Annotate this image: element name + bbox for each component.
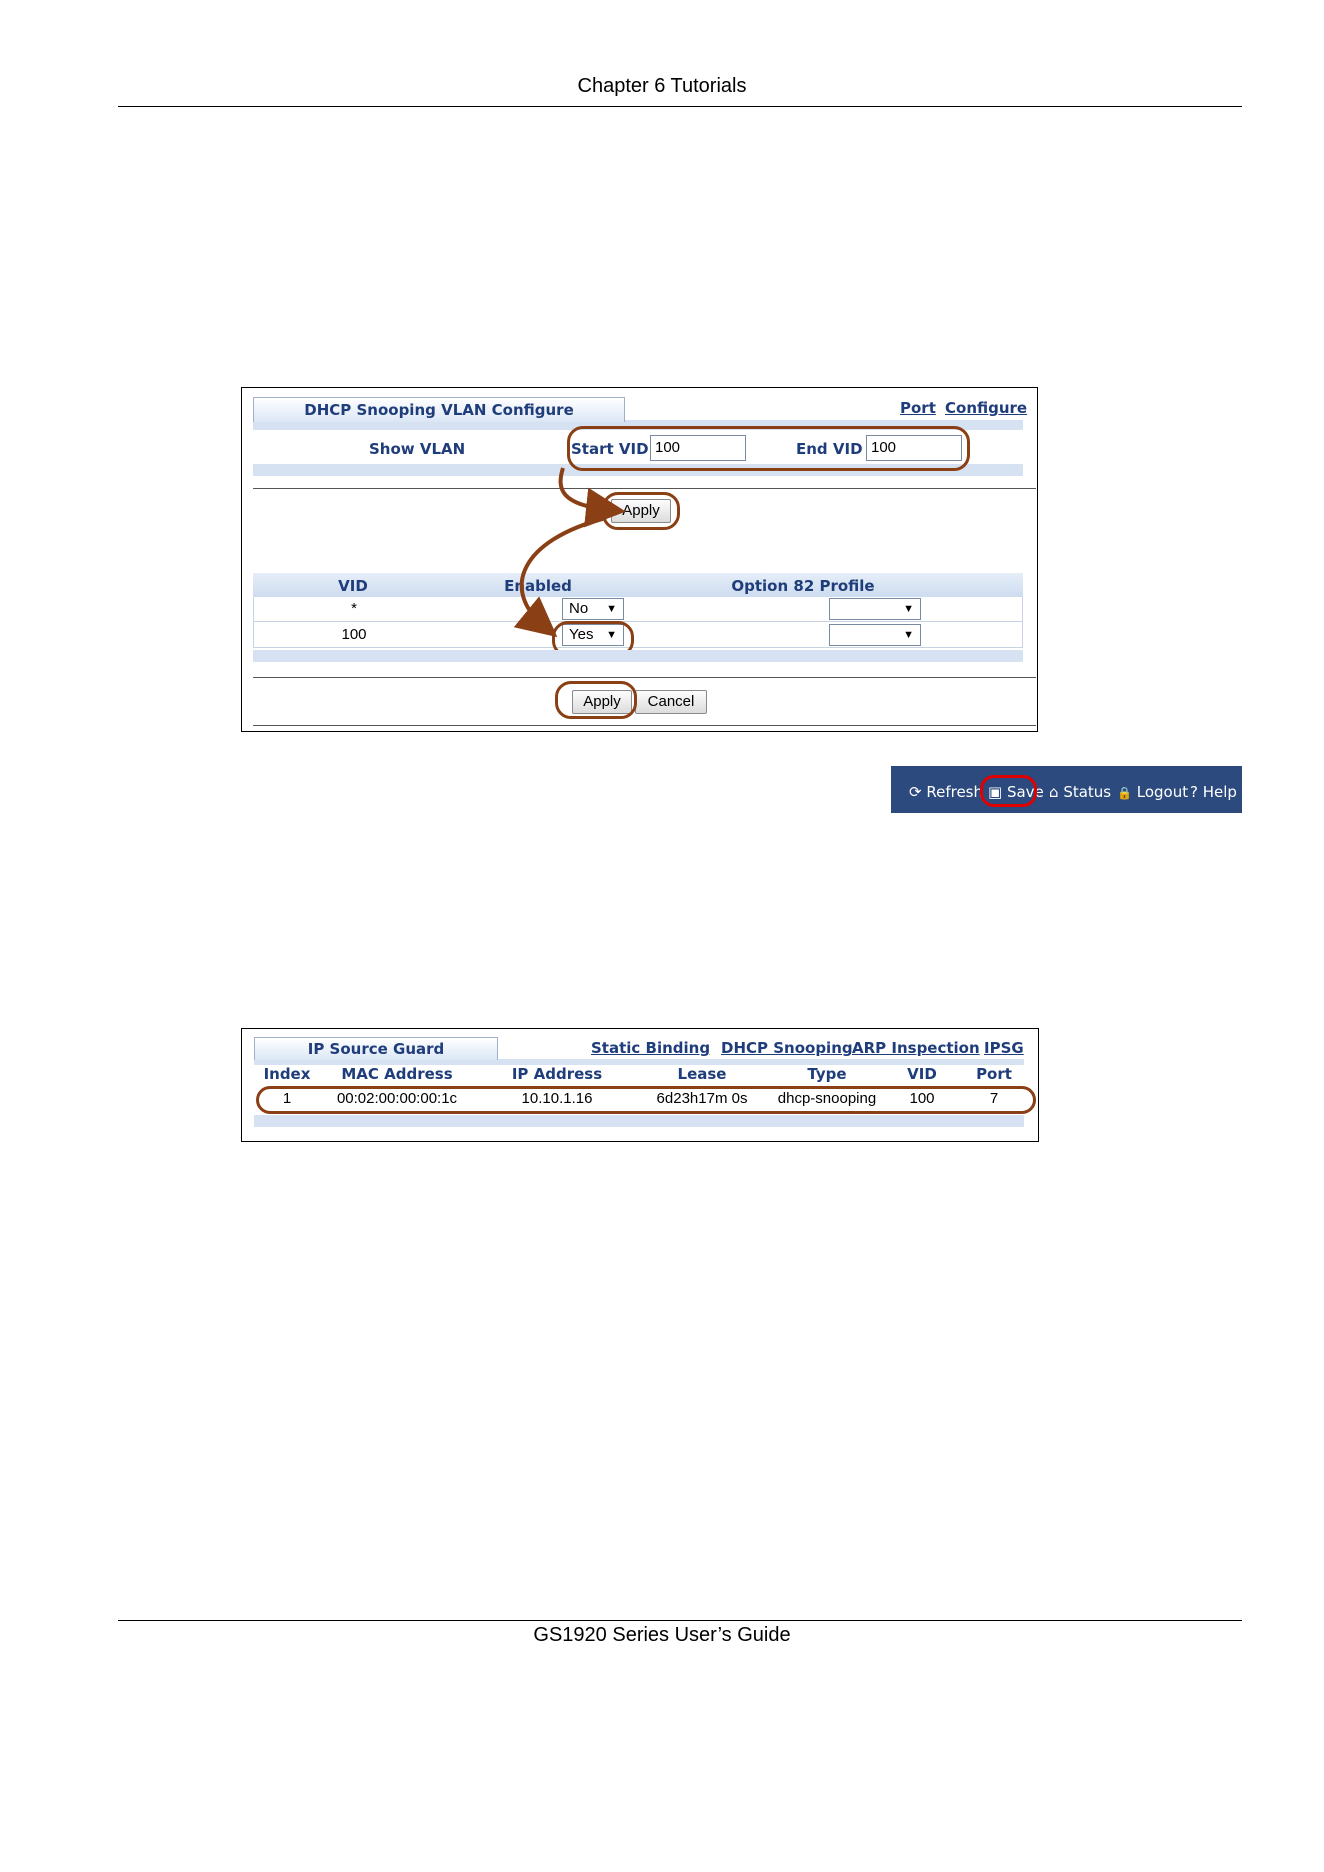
nav-logout-label: Logout [1136, 783, 1189, 801]
apply-button-top[interactable]: Apply [611, 499, 671, 523]
chevron-down-icon: ▼ [903, 603, 914, 615]
link-ipsg[interactable]: IPSG [984, 1039, 1024, 1057]
cell-lease: 6d23h17m 0s [656, 1090, 748, 1107]
cell-ip-address: 10.10.1.16 [521, 1090, 593, 1107]
page-footer: GS1920 Series User’s Guide [533, 1624, 791, 1646]
highlight-save [980, 775, 1037, 807]
cell-index: 1 [282, 1090, 292, 1107]
chevron-down-icon: ▼ [606, 603, 617, 615]
ip-source-guard-panel [241, 1028, 1039, 1142]
nav-refresh-label: Refresh [926, 783, 984, 801]
link-port[interactable]: Port [900, 399, 936, 417]
show-vlan-label: Show VLAN [369, 440, 466, 458]
cell-vid: 100 [341, 626, 367, 643]
col-option82-profile: Option 82 Profile [731, 577, 875, 595]
col-ip-address: IP Address [511, 1065, 603, 1083]
link-dhcp-snooping[interactable]: DHCP Snooping [721, 1039, 853, 1057]
link-arp-inspection[interactable]: ARP Inspection [852, 1039, 980, 1057]
col-type: Type [807, 1065, 847, 1083]
col-port: Port [976, 1065, 1012, 1083]
arrow-vid-to-apply [561, 468, 610, 510]
tab-ip-source-guard[interactable]: IP Source Guard [254, 1037, 498, 1060]
cell-vid: 100 [909, 1090, 935, 1107]
home-icon: ⌂ [1049, 783, 1059, 801]
start-vid-input[interactable]: 100 [650, 435, 746, 461]
end-vid-input[interactable]: 100 [866, 435, 962, 461]
col-index: Index [263, 1065, 311, 1083]
nav-help[interactable] [1190, 783, 1237, 801]
link-configure[interactable]: Configure [945, 399, 1028, 417]
lock-icon: 🔒 [1117, 786, 1132, 800]
cell-port: 7 [989, 1090, 999, 1107]
ipsg-bottom-band [254, 1115, 1024, 1127]
arrow-apply-to-enabled [522, 518, 606, 627]
enabled-value: Yes [569, 626, 594, 643]
cell-mac-address: 00:02:00:00:00:1c [336, 1090, 458, 1107]
cell-type: dhcp-snooping [777, 1090, 877, 1107]
nav-save-label: Save [1006, 783, 1044, 801]
col-mac-address: MAC Address [341, 1065, 453, 1083]
help-icon: ? [1190, 783, 1198, 801]
col-enabled: Enabled [504, 577, 572, 595]
col-vid: VID [338, 577, 368, 595]
apply-button-bottom[interactable]: Apply [572, 690, 632, 714]
footer-rule [118, 1620, 1242, 1621]
col-lease: Lease [677, 1065, 727, 1083]
cell-vid: * [351, 600, 357, 617]
nav-status-label: Status [1063, 783, 1112, 801]
nav-refresh[interactable] [909, 783, 983, 801]
highlight-binding-row [256, 1086, 1036, 1114]
nav-help-label: Help [1202, 783, 1237, 801]
link-static-binding[interactable]: Static Binding [591, 1039, 711, 1057]
top-navbar [891, 766, 1242, 813]
end-vid-label: End VID [796, 440, 863, 458]
nav-logout[interactable] [1117, 783, 1188, 801]
nav-status[interactable] [1049, 783, 1111, 801]
page-header: Chapter 6 Tutorials [577, 75, 747, 97]
tab-dhcp-snooping-vlan-configure[interactable]: DHCP Snooping VLAN Configure [253, 397, 625, 422]
cancel-button[interactable]: Cancel [635, 690, 707, 714]
chevron-down-icon: ▼ [903, 629, 914, 641]
refresh-icon: ⟳ [909, 783, 922, 801]
enabled-value: No [569, 600, 589, 617]
chevron-down-icon: ▼ [606, 629, 617, 641]
save-icon: ▣ [988, 783, 1003, 801]
col-vid: VID [907, 1065, 937, 1083]
start-vid-label: Start VID [571, 440, 649, 458]
